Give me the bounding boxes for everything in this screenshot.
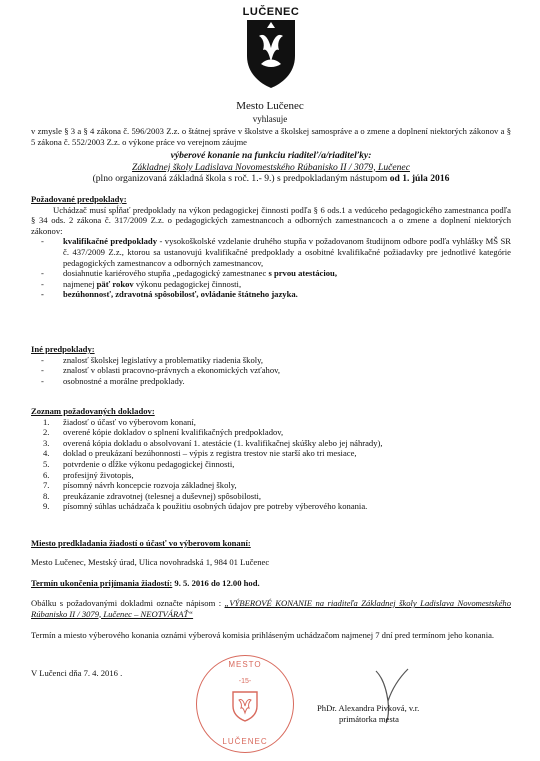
item-text: preukázanie zdravotnej (telesnej a duševnej) spôsobilosti, xyxy=(63,490,262,501)
item-number: 6. xyxy=(43,469,50,480)
requirements-intro: Uchádzač musí spĺňať predpoklady na výkon pedagogickej činnosti podľa § 6 ods.1 a vedúceho pedagogického zamestnanca podľa § 34 ods. 2 zákona č. 317/2009 Z.z. o pedagogických zamestnancoch a odborných zamestnancoch a o zmene a doplnení niektorých zákonov: xyxy=(31,204,511,236)
documents-section xyxy=(31,406,511,512)
list-item xyxy=(31,279,511,290)
notice-text: Termín a miesto výberového konania oznámi výberová komisia prihláseným uchádzačom najmenej 7 dní pred termínom jeho konania. xyxy=(31,630,495,640)
announce-verb: vyhlasuje xyxy=(252,114,288,124)
item-number: 4. xyxy=(43,448,50,459)
org-name: Mesto Lučenec xyxy=(236,100,304,112)
item-text: - vysokoškolské vzdelanie druhého stupňa v požadovanom študijnom odbore podľa vyhlášky MŠ SR č. 437/2009 Z.z., ktorou sa ustanovujú kvalifikačné predpoklady a osobitné kvalifikačné požiadavky pre jednotlivé kategórie pedagogických zamestnancov a odborných zamestnancov, xyxy=(63,236,511,268)
requirements-heading: Požadované predpoklady: xyxy=(31,194,127,204)
other-list xyxy=(31,355,511,387)
title-block xyxy=(31,150,511,185)
requirements-list xyxy=(31,236,511,300)
issue-date: V Lučenci dňa 7. 4. 2016 . xyxy=(31,668,123,678)
item-text: doklad o preukázaní bezúhonnosti – výpis z registra trestov nie starší ako tri mesiace, xyxy=(63,448,357,459)
item-number: 5. xyxy=(43,458,50,469)
item-text: overená kópia dokladu o absolvovaní 1. atestácie (1. kvalifikačnej skúšky alebo jej náhrady), xyxy=(63,437,383,448)
envelope-instructions xyxy=(31,598,511,619)
list-item: - znalosť v oblasti pracovno-právnych a ekonomických vzťahov, xyxy=(31,365,511,376)
documents-list xyxy=(31,417,511,512)
item-number: 1. xyxy=(43,416,50,427)
requirements-section xyxy=(31,194,511,300)
item-emphasis: päť rokov xyxy=(96,278,134,289)
item-emphasis: s prvou atestáciou, xyxy=(268,268,337,279)
deadline xyxy=(31,578,511,589)
title-line-1: výberové konanie na funkciu riaditeľ/a/riaditeľky: xyxy=(170,150,372,161)
title-line-3 xyxy=(31,173,511,185)
stamp-number: -15- xyxy=(238,678,252,685)
crest-title: LUČENEC xyxy=(242,6,300,18)
list-item xyxy=(31,448,511,459)
item-number: 9. xyxy=(43,501,50,512)
signatory-role: primátorka mesta xyxy=(339,714,399,724)
start-date: od 1. júla 2016 xyxy=(389,173,450,185)
list-item: - bezúhonnosť, zdravotná spôsobilosť, ovládanie štátneho jazyka. xyxy=(31,289,511,300)
item-number: 8. xyxy=(43,490,50,501)
submission-address: Mesto Lučenec, Mestský úrad, Ulica novohradská 1, 984 01 Lučenec xyxy=(31,557,270,567)
list-item: - znalosť školskej legislatívy a problematiky riadenia školy, xyxy=(31,355,511,366)
list-item xyxy=(31,491,511,502)
list-item xyxy=(31,480,511,491)
deadline-value: 9. 5. 2016 do 12.00 hod. xyxy=(172,578,260,588)
envelope-mark: „VÝBEROVÉ KONANIE na riaditeľa Základnej školy Ladislava Novomestského Rúbanisko II / 3079, Lučenec – NEOTVÁRAŤ“ xyxy=(31,598,511,619)
legal-basis: v zmysle § 3 a § 4 zákona č. 596/2003 Z.z. o štátnej správe v školstve a školskej samospráve a o zmene a doplnení niektorých zákonov a § 5 zákona č. 552/2003 Z.z. o výkone práce vo verejnom záujme xyxy=(31,126,511,147)
documents-heading: Zoznam požadovaných dokladov: xyxy=(31,406,155,416)
list-item xyxy=(31,268,511,279)
list-item xyxy=(31,501,511,512)
other-heading: Iné predpoklady: xyxy=(31,344,95,354)
stamp-crest-icon xyxy=(230,690,260,722)
item-text: potvrdenie o dĺžke výkonu pedagogickej činnosti, xyxy=(63,458,235,469)
title-line-2: Základnej školy Ladislava Novomestského Rúbanisko II / 3079, Lučenec xyxy=(132,161,410,173)
stamp-top-text: MESTO xyxy=(228,660,262,669)
item-text: dosiahnutie kariérového stupňa „pedagogický zamestnanec xyxy=(63,268,269,279)
item-text: profesijný životopis, xyxy=(63,469,134,480)
title-line-3-text: (plno organizovaná základná škola s roč. 1.- 9.) s predpokladaným nástupom xyxy=(92,173,390,185)
list-item: - osobnostné a morálne predpoklady. xyxy=(31,376,511,387)
item-text: výkonu pedagogickej činnosti, xyxy=(133,278,242,289)
list-item xyxy=(31,417,511,428)
other-section xyxy=(31,344,511,386)
item-text: najmenej xyxy=(63,278,97,289)
item-number: 2. xyxy=(43,427,50,438)
submission-heading: Miesto predkladania žiadostí o účasť vo výberovom konaní: xyxy=(31,538,251,548)
official-stamp xyxy=(196,655,294,753)
item-text: písomný súhlas uchádzača k použitiu osobných údajov pre potreby výberového konania. xyxy=(63,501,368,512)
city-crest xyxy=(240,6,302,98)
stamp-bottom-text: LUČENEC xyxy=(222,737,268,746)
list-item xyxy=(31,470,511,481)
item-lead: kvalifikačné predpoklady xyxy=(63,236,157,247)
signatory-name: PhDr. Alexandra Pivková, v.r. xyxy=(317,703,420,713)
item-number: 3. xyxy=(43,437,50,448)
item-text: písomný návrh koncepcie rozvoja základnej školy, xyxy=(63,480,237,491)
coat-of-arms-icon xyxy=(241,18,301,90)
deadline-label: Termín ukončenia prijímania žiadostí: xyxy=(31,578,173,588)
item-number: 7. xyxy=(43,480,50,491)
envelope-text: Obálku s požadovanými dokladmi označte nápisom : xyxy=(31,598,225,608)
list-item xyxy=(31,438,511,449)
list-item xyxy=(31,236,511,268)
item-text: žiadosť o účasť vo výberovom konaní, xyxy=(63,416,196,427)
item-text: overené kópie dokladov o splnení kvalifikačných predpokladov, xyxy=(63,427,284,438)
signature-block xyxy=(317,703,507,725)
list-item xyxy=(31,459,511,470)
list-item xyxy=(31,427,511,438)
submission-section xyxy=(31,538,511,549)
